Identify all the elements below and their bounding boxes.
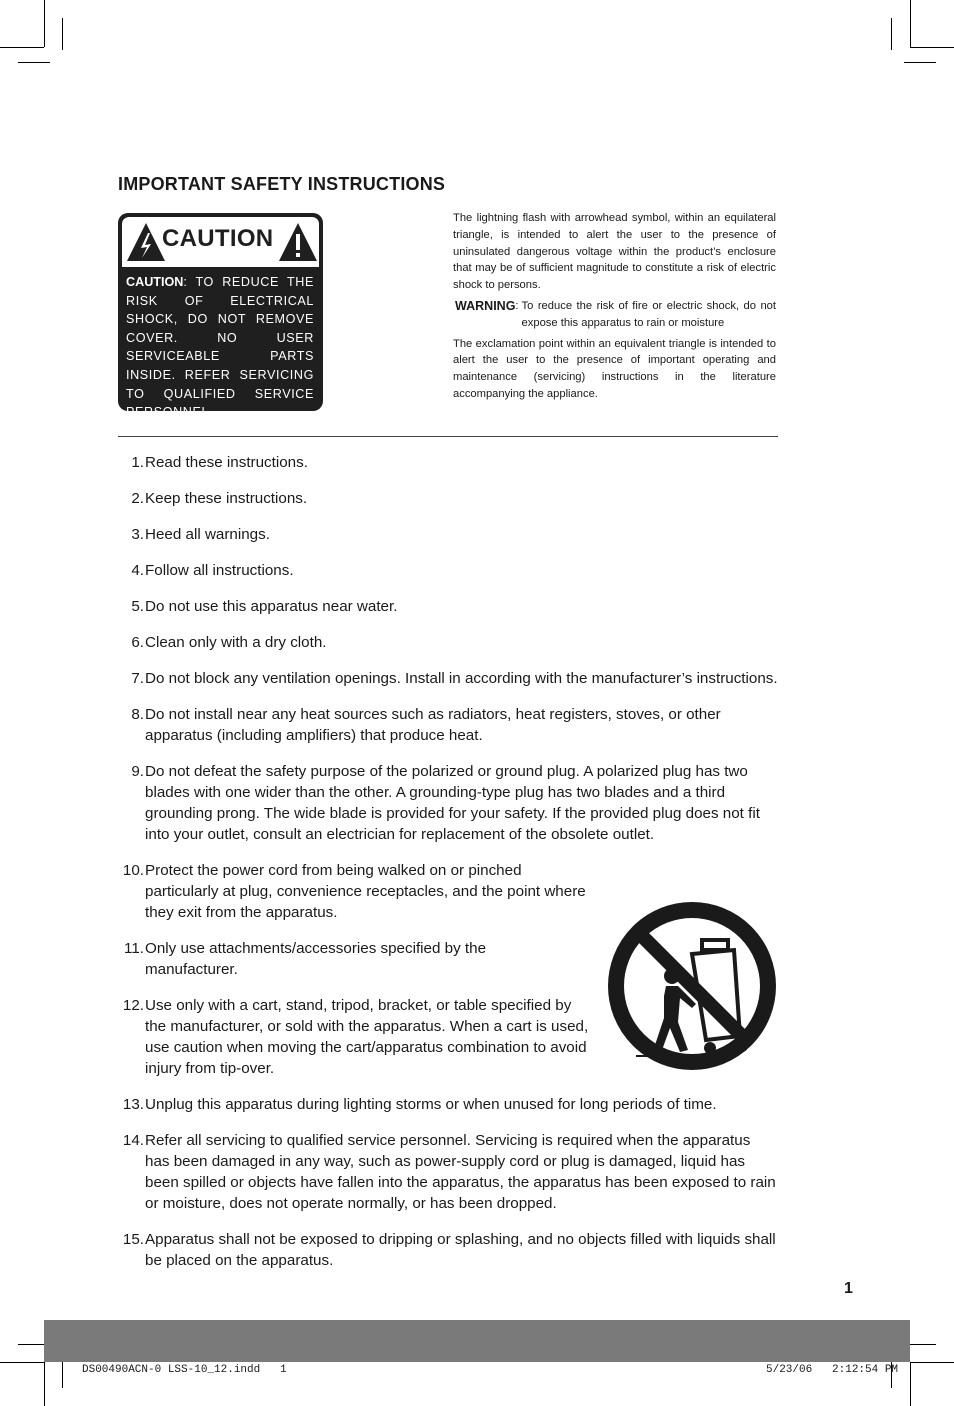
crop-mark	[62, 18, 63, 50]
item-number: 15.	[122, 1231, 144, 1248]
list-item	[118, 1130, 778, 1214]
list-item	[118, 668, 778, 689]
item-number: 5.	[131, 598, 144, 615]
list-item	[118, 452, 778, 473]
lightning-triangle-icon	[127, 223, 165, 261]
crop-mark	[18, 62, 50, 63]
item-text: Heed all warnings.	[145, 526, 270, 543]
list-item	[118, 596, 778, 617]
item-text: Protect the power cord from being walked on or pinched particularly at plug, convenience receptacles, and the point where they exit from the apparatus.	[145, 862, 586, 921]
crop-mark	[910, 1362, 911, 1406]
list-item	[118, 560, 778, 581]
lightning-explanation: The lightning flash with arrowhead symbol, within an equilateral triangle, is intended to alert the user to the presence of uninsulated dangerous voltage within the product’s enclosure that may be of sufficient magnitude to constitute a risk of electric shock to persons.	[453, 212, 776, 292]
item-text: Do not block any ventilation openings. Install in according with the manufacturer’s instructions.	[145, 670, 778, 687]
item-text: Only use attachments/accessories specified by the manufacturer.	[145, 940, 487, 978]
caution-text	[126, 273, 314, 422]
divider	[118, 436, 778, 437]
caution-heading: CAUTION	[162, 225, 274, 252]
item-number: 6.	[131, 634, 144, 651]
item-text: Apparatus shall not be exposed to dripping or splashing, and no objects filled with liquids shall be placed on the apparatus.	[145, 1231, 776, 1269]
item-number: 3.	[131, 526, 144, 543]
list-item	[118, 632, 778, 653]
crop-mark	[891, 18, 892, 50]
page-title: IMPORTANT SAFETY INSTRUCTIONS	[118, 174, 446, 194]
list-item	[118, 488, 778, 509]
item-number: 1.	[131, 454, 144, 471]
crop-mark	[910, 0, 911, 47]
footer-bar	[44, 1320, 910, 1362]
caution-label-box	[118, 213, 323, 420]
item-text: Refer all servicing to qualified service personnel. Servicing is required when the apparatus has been damaged in any way, such as power-supply cord or plug is damaged, liquid has been spilled or objects have fallen into the apparatus, the apparatus has been exposed to rain or moisture, does not operate normally, or has been dropped.	[145, 1132, 776, 1212]
item-number: 13.	[122, 1096, 144, 1113]
list-item	[118, 704, 778, 746]
caution-header	[122, 217, 319, 267]
crop-mark	[44, 1362, 45, 1406]
list-item	[118, 1094, 778, 1115]
page-number: 1	[844, 1280, 853, 1297]
item-number: 4.	[131, 562, 144, 579]
item-text: Clean only with a dry cloth.	[145, 634, 327, 651]
item-text: Do not install near any heat sources such as radiators, heat registers, stoves, or other apparatus (including amplifiers) that produce heat.	[145, 706, 721, 744]
list-item	[118, 1229, 778, 1271]
crop-mark	[0, 47, 44, 48]
slug-file: DS00490ACN-0 LSS-10_12.indd 1	[82, 1364, 287, 1376]
item-text: Do not use this apparatus near water.	[145, 598, 398, 615]
warning-label: WARNING	[455, 298, 516, 313]
list-item	[118, 524, 778, 545]
caution-body: : TO REDUCE THE RISK OF ELECTRICAL SHOCK, DO NOT REMOVE COVER. NO USER SERVICEABLE PARTS INSIDE. REFER SERVICING TO QUALIFIED SERVICE PERSONNEL.	[126, 275, 314, 420]
symbol-explanations	[453, 210, 776, 407]
warning-text: To reduce the risk of fire or electric shock, do not expose this apparatus to rain or moisture	[521, 299, 776, 329]
item-text: Do not defeat the safety purpose of the polarized or ground plug. A polarized plug has two blades with one wider than the other. A grounding-type plug has two blades and a third grounding prong. The wide blade is provided for your safety. If the provided plug does not fit into your outlet, consult an electrician for replacement of the obsolete outlet.	[145, 763, 760, 843]
item-number: 8.	[131, 706, 144, 723]
item-number: 7.	[131, 670, 144, 687]
cart-tip-over-warning-icon	[606, 900, 778, 1072]
crop-mark	[904, 62, 936, 63]
item-number: 12.	[122, 997, 144, 1014]
item-text: Use only with a cart, stand, tripod, bracket, or table specified by the manufacturer, or sold with the apparatus. When a cart is used, use caution when moving the cart/apparatus combination to avoid injury from tip-over.	[145, 997, 589, 1077]
item-number: 11.	[124, 940, 144, 957]
item-text: Read these instructions.	[145, 454, 308, 471]
list-item	[118, 761, 778, 845]
item-number: 14.	[122, 1132, 144, 1149]
item-number: 9.	[131, 763, 144, 780]
exclamation-explanation: The exclamation point within an equivalent triangle is intended to alert the user to the presence of important operating and maintenance (servicing) instructions in the literature accompanying the appliance.	[453, 337, 776, 400]
item-text: Keep these instructions.	[145, 490, 308, 507]
crop-mark	[910, 1362, 954, 1363]
exclamation-triangle-icon	[279, 223, 317, 261]
item-number: 10.	[122, 862, 144, 879]
item-number: 2.	[131, 490, 144, 507]
item-text: Follow all instructions.	[145, 562, 294, 579]
crop-mark	[0, 1362, 44, 1363]
caution-inline-label: CAUTION	[126, 275, 184, 289]
item-text: Unplug this apparatus during lighting storms or when unused for long periods of time.	[145, 1096, 717, 1113]
crop-mark	[44, 0, 45, 47]
slug-date: 5/23/06 2:12:54 PM	[766, 1364, 899, 1376]
crop-mark	[910, 47, 954, 48]
instructions-list	[118, 452, 778, 1286]
warning-row: WARNING : To reduce the risk of fire or electric shock, do not expose this apparatus to rain or moisture	[453, 298, 776, 332]
